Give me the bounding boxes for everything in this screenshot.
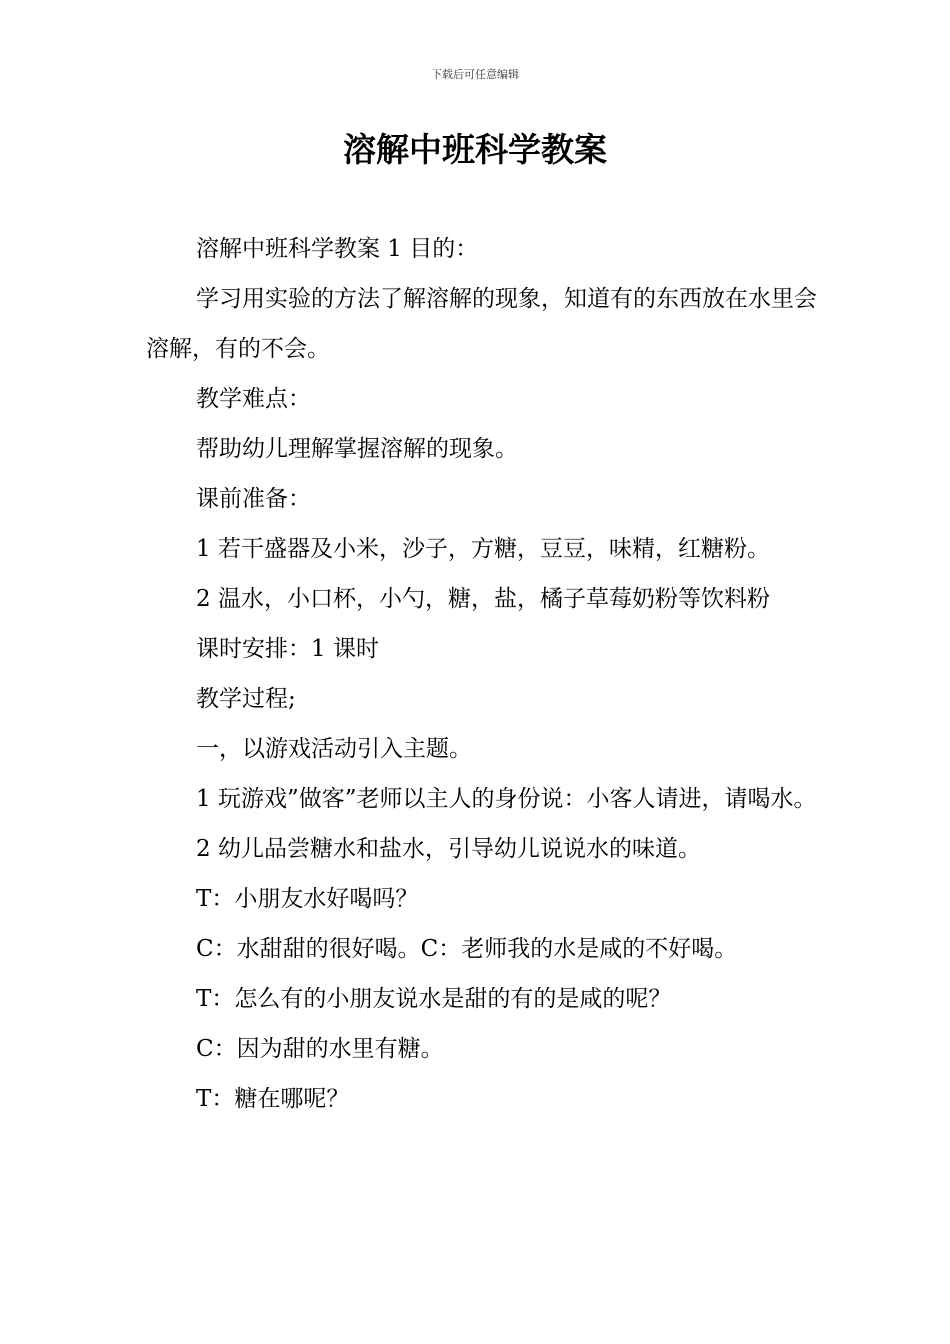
paragraph: 帮助幼儿理解掌握溶解的现象。: [196, 436, 518, 462]
paragraph: 课前准备：: [196, 486, 311, 512]
paragraph: 1 若干盛器及小米，沙子，方糖，豆豆，味精，红糖粉。: [196, 536, 770, 562]
paragraph: C：因为甜的水里有糖。: [196, 1036, 444, 1062]
paragraph: 教学过程;: [196, 686, 296, 712]
paragraph: 教学难点：: [196, 386, 311, 412]
paragraph: 1 玩游戏”做客”老师以主人的身份说：小客人请进，请喝水。: [196, 786, 817, 812]
paragraph: C：水甜甜的很好喝。C：老师我的水是咸的不好喝。: [196, 936, 738, 962]
document-title: 溶解中班科学教案: [343, 130, 607, 169]
paragraph: 课时安排：1 课时: [196, 636, 379, 662]
paragraph: T：小朋友水好喝吗？: [196, 886, 419, 912]
paragraph: 学习用实验的方法了解溶解的现象，知道有的东西放在水里会溶解，有的不会。: [146, 286, 817, 362]
paragraph: 2 幼儿品尝糖水和盐水，引导幼儿说说水的味道。: [196, 836, 701, 862]
paragraph: 一，以游戏活动引入主题。: [196, 736, 472, 762]
paragraph: 2 温水，小口杯，小勺，糖，盐，橘子草莓奶粉等饮料粉: [196, 586, 770, 612]
document-body: [146, 224, 818, 1124]
paragraph: 溶解中班科学教案 1 目的：: [196, 236, 479, 262]
paragraph: T：怎么有的小朋友说水是甜的有的是咸的呢？: [196, 986, 672, 1012]
paragraph: T：糖在哪呢？: [196, 1086, 350, 1112]
header-note: 下载后可任意编辑: [431, 68, 519, 81]
